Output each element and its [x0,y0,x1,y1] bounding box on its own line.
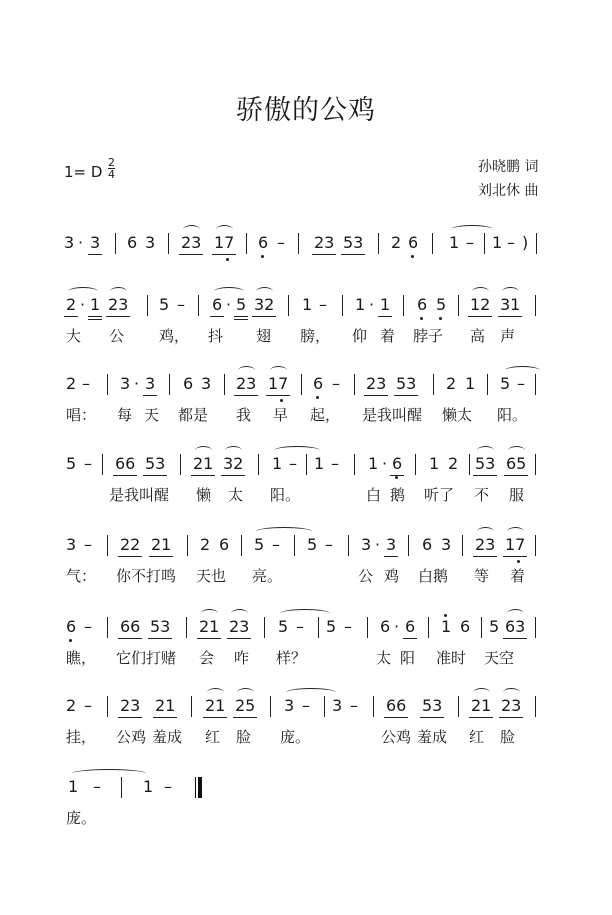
augmentation-dot: · [375,535,381,554]
augmentation-dot: · [78,233,84,252]
bar-line [198,295,199,316]
note: 66 [386,698,406,714]
note: 2 [200,535,211,554]
note: 23 [120,698,140,714]
note: 21 [193,456,213,472]
note: 6 [212,297,222,313]
bar-line [241,535,242,556]
note: 21 [205,698,225,714]
lyric-text: 天也 [196,567,227,585]
lyric-text: 准时 [436,649,467,667]
bar-line [484,233,485,254]
lyric-text: 天 [144,406,160,424]
slur-arc [472,287,489,296]
lyric-text: 红 [469,728,485,746]
lyric-text: 公 [358,567,374,585]
slur-arc [237,688,254,697]
dash-extension: – [350,696,358,715]
note: 1 [302,295,313,314]
lyric-text: 等 [474,567,490,585]
note: 21 [471,698,491,714]
lyric-text: 样？ [276,649,307,667]
lyric-text: 唱： [66,406,97,424]
note: ) [522,233,529,252]
lyric-text: 鹅 [390,486,406,504]
note: 23 [108,297,128,313]
augmentation-dot: · [134,374,140,393]
bar-line [294,535,295,556]
note: 6 [66,619,76,635]
lyric-text: 声 [500,327,516,345]
bar-line [458,696,459,717]
note: 1 [90,297,100,313]
lyric-text: 服 [509,486,525,504]
lyric-text: 羞成 [152,728,183,746]
note: 53 [343,235,363,251]
note: 3 [284,696,295,715]
note: 1 [368,454,379,473]
dash-extension: – [84,696,92,715]
bar-line [102,454,103,475]
dash-extension: – [319,295,327,314]
note: 1 [429,454,440,473]
note: 5 [254,535,265,554]
note: 5 [307,535,318,554]
note: 3 [90,235,100,251]
note: 3 [201,374,212,393]
note: 22 [120,537,140,553]
bar-line [458,295,459,316]
slur-arc [256,287,273,296]
note: 2 [66,297,76,313]
bar-line [169,374,170,395]
lyric-text: 公 [109,327,125,345]
lyric-text: 起， [310,406,341,424]
lyric-text: 白 [366,486,382,504]
bar-line [535,374,536,395]
note: 2 [391,233,402,252]
slur-arc [502,287,519,296]
dash-extension: – [93,777,101,796]
note: 5 [66,454,77,473]
note: 3 [66,535,77,554]
note: 5 [236,297,246,313]
lyric-text: 羞成 [417,728,448,746]
note: 53 [396,376,416,392]
note: 1 [143,777,154,796]
note: 5 [159,295,170,314]
lyric-text: 膀， [300,327,331,345]
lyric-text: 翅 [256,327,272,345]
note: 23 [229,619,249,635]
note: 5 [500,374,511,393]
note: 66 [115,456,135,472]
dash-extension: – [84,617,92,636]
lyric-text: 鸡， [159,327,190,345]
dash-extension: – [325,535,333,554]
slur-arc [183,225,200,234]
lyric-text: 瞧， [66,649,97,667]
lyric-text: 庞。 [66,809,97,827]
note: 23 [181,235,201,251]
augmentation-dot: · [226,295,232,314]
lyric-text: 每 [117,406,133,424]
slur-arc [270,366,287,375]
dash-extension: – [164,777,172,796]
key-label: 1= D [64,163,103,181]
bar-line [535,535,536,556]
lyric-text: 脖子 [413,327,444,345]
slur-arc [274,446,320,455]
bar-line [270,696,271,717]
lyric-text: 仰 [352,327,368,345]
bar-line [481,617,482,638]
bar-line [324,696,325,717]
note: 23 [501,698,521,714]
bar-line [186,617,187,638]
bar-line [288,295,289,316]
note: 17 [268,376,288,392]
lyric-text: 庞。 [280,728,311,746]
augmentation-dot: · [394,617,400,636]
time-numerator: 2 [108,156,115,169]
note: 32 [223,456,243,472]
note: 2 [448,454,459,473]
lyric-text: 会 [199,649,215,667]
note: 1 [314,454,325,473]
lyric-text: 天空 [484,649,515,667]
note: 23 [366,376,386,392]
note: 3 [332,696,343,715]
note: 6 [405,619,415,635]
slur-arc [477,527,494,536]
slur-arc [231,609,248,618]
lyric-text: 脸 [500,728,516,746]
dash-extension: – [272,535,280,554]
bar-line [378,233,379,254]
note: 6 [460,617,471,636]
bar-line [415,454,416,475]
bar-line [469,454,470,475]
dash-extension: – [302,696,310,715]
bar-line [535,295,536,316]
bar-line [264,617,265,638]
note: 32 [254,297,274,313]
note: 53 [145,456,165,472]
composer-credit: 刘北休 曲 [478,183,539,199]
bar-line [354,454,355,475]
bar-line [306,454,307,475]
bar-line [432,233,433,254]
bar-line [107,535,108,556]
augmentation-dot: · [382,454,388,473]
note: 3 [361,535,372,554]
note: 21 [151,537,171,553]
lyric-text: 公鸡 [381,728,412,746]
lyric-text: 高 [470,327,486,345]
note: 6 [313,376,323,392]
lyric-text: 阳。 [497,406,528,424]
note: 6 [417,297,427,313]
key-signature [64,156,115,181]
slur-arc [207,688,224,697]
slur-arc [473,688,490,697]
lyric-text: 是我叫醒 [109,486,170,504]
bar-line [428,617,429,638]
note: 1 [465,374,476,393]
lyric-text: 懒太 [442,406,473,424]
note: 1 [355,295,366,314]
dash-extension: – [507,233,515,252]
bar-line [462,535,463,556]
note: 6 [422,535,433,554]
slur-arc [286,688,336,697]
slur-arc [503,688,520,697]
note: 6 [380,617,391,636]
note: 23 [314,235,334,251]
note: 3 [120,374,131,393]
slur-arc [214,287,244,296]
note: 6 [183,374,194,393]
time-denominator: 4 [108,168,115,181]
slur-arc [110,287,127,296]
slur-arc [195,446,212,455]
note: 1 [380,297,390,313]
note: 6 [408,235,418,251]
slur-arc [507,609,524,618]
note: 21 [199,619,219,635]
time-signature [108,157,115,180]
lyric-text: 它们打赌 [116,649,177,667]
slur-arc [451,225,493,234]
dash-extension: – [466,233,474,252]
bar-line [224,374,225,395]
bar-line [191,696,192,717]
note: 5 [436,297,446,313]
bar-line [487,374,488,395]
slur-arc [256,527,312,536]
dash-extension: – [331,454,339,473]
slur-arc [238,366,255,375]
note: 65 [506,456,526,472]
lyric-text: 不 [474,486,490,504]
augmentation-dot: · [369,295,375,314]
dash-extension: – [344,617,352,636]
bar-line [187,535,188,556]
note: 31 [500,297,520,313]
bar-line [367,617,368,638]
bar-line [115,233,116,254]
note: 5 [278,617,289,636]
bar-line [298,233,299,254]
note: 17 [505,537,525,553]
note: 6 [127,233,138,252]
note: 3 [64,233,75,252]
lyric-text: 鸡 [384,567,400,585]
slur-arc [68,287,98,296]
lyric-text: 听了 [424,486,455,504]
dash-extension: – [84,535,92,554]
note: 25 [235,698,255,714]
final-bar-thin [195,777,196,798]
lyric-text: 你不打鸣 [116,567,177,585]
bar-line [147,295,148,316]
slur-arc [507,527,524,536]
slur-arc [505,366,540,375]
note: 2 [66,374,77,393]
dash-extension: – [332,374,340,393]
note: 6 [258,235,268,251]
slur-arc [216,225,233,234]
lyric-text: 咋 [234,649,250,667]
note: 23 [475,537,495,553]
bar-line [318,617,319,638]
note: 2 [446,374,457,393]
slur-arc [508,446,525,455]
bar-line [107,696,108,717]
bar-line [180,454,181,475]
bar-line [535,454,536,475]
note: 17 [214,235,234,251]
final-bar-thick [198,777,202,798]
bar-line [107,374,108,395]
bar-line [258,454,259,475]
lyricist-credit: 孙晓鹏 词 [478,159,539,175]
bar-line [536,233,537,254]
note: 3 [145,376,155,392]
note: 3 [441,535,452,554]
note: 63 [505,619,525,635]
dash-extension: – [277,233,285,252]
note: 1 [272,454,283,473]
lyric-text: 亮。 [252,567,283,585]
slur-arc [280,609,330,618]
note: 6 [219,535,230,554]
note: 1 [449,233,460,252]
note: 53 [475,456,495,472]
lyric-text: 红 [205,728,221,746]
bar-line [348,535,349,556]
lyric-text: 抖 [208,327,224,345]
lyric-text: 是我叫醒 [362,406,423,424]
lyric-text: 着 [380,327,396,345]
bar-line [342,295,343,316]
bar-line [408,535,409,556]
note: 6 [392,456,402,472]
bar-line [246,233,247,254]
slur-arc [72,769,146,778]
note: 5 [326,617,337,636]
slur-arc [201,609,218,618]
note: 5 [489,617,500,636]
note: 1 [441,619,451,635]
dash-extension: – [82,374,90,393]
lyric-text: 阳。 [270,486,301,504]
bar-line [535,696,536,717]
bar-line [301,374,302,395]
lyric-text: 气： [66,567,97,585]
lyric-text: 都是 [178,406,209,424]
note: 21 [155,698,175,714]
slur-arc [225,446,242,455]
lyric-text: 着 [510,567,526,585]
score-title: 骄傲的公鸡 [236,95,376,126]
augmentation-dot: · [80,295,86,314]
note: 53 [150,619,170,635]
note: 12 [470,297,490,313]
lyric-text: 脸 [236,728,252,746]
note: 2 [66,696,77,715]
lyric-text: 大 [66,327,82,345]
bar-line [535,617,536,638]
lyric-text: 白鹅 [418,567,449,585]
note: 1 [68,777,79,796]
lyric-text: 公鸡 [116,728,147,746]
dash-extension: – [177,295,185,314]
bar-line [121,777,122,798]
lyric-text: 挂， [66,728,97,746]
note: 23 [236,376,256,392]
note: 1 [492,233,503,252]
dash-extension: – [289,454,297,473]
note: 3 [386,537,396,553]
lyric-text: 懒 [196,486,212,504]
bar-line [373,696,374,717]
note: 66 [120,619,140,635]
bar-line [403,295,404,316]
dash-extension: – [517,374,525,393]
bar-line [354,374,355,395]
lyric-text: 太 [228,486,244,504]
note: 3 [145,233,156,252]
note: 53 [422,698,442,714]
dash-extension: – [296,617,304,636]
lyric-text: 太 [376,649,392,667]
bar-line [168,233,169,254]
slur-arc [477,446,494,455]
lyric-text: 早 [273,406,289,424]
bar-line [433,374,434,395]
bar-line [107,617,108,638]
lyric-text: 阳 [400,649,416,667]
lyric-text: 我 [236,406,252,424]
dash-extension: – [84,454,92,473]
